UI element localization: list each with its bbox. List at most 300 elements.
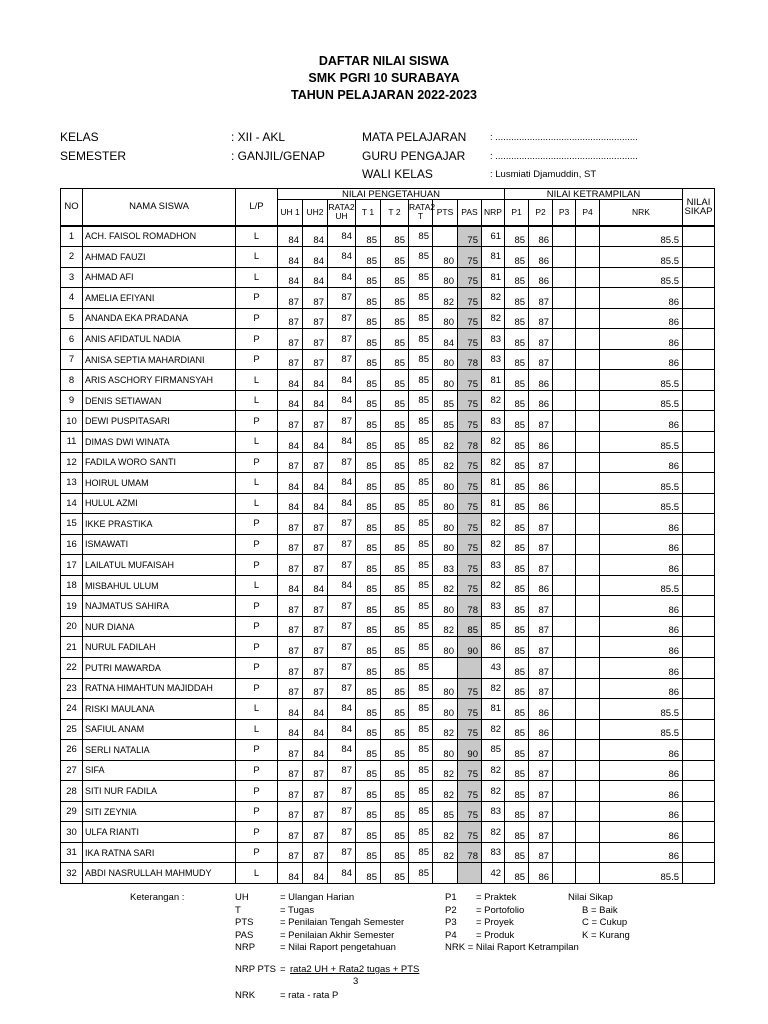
cell-uh2: 84 xyxy=(303,863,328,884)
cell-pas: 75 xyxy=(458,473,482,494)
cell-nama: AMELIA EFIYANI xyxy=(83,288,236,309)
table-row xyxy=(61,699,715,720)
header-p2: P2 xyxy=(529,200,553,226)
cell-p4 xyxy=(576,719,600,740)
cell-nrk: 86 xyxy=(600,329,683,350)
cell-pas: 75 xyxy=(458,370,482,391)
cell-nrk: 86 xyxy=(600,349,683,370)
cell-rata2-uh: 84 xyxy=(328,863,356,884)
cell-t1: 85 xyxy=(356,411,381,432)
cell-p1: 85 xyxy=(505,781,529,802)
cell-no: 13 xyxy=(61,473,83,494)
cell-nama: NUR DIANA xyxy=(83,616,236,637)
cell-t1: 85 xyxy=(356,308,381,329)
cell-t1: 85 xyxy=(356,760,381,781)
cell-pts: 80 xyxy=(433,678,458,699)
cell-rata2-t: 85 xyxy=(409,781,433,802)
cell-t2: 85 xyxy=(381,822,409,843)
cell-lp: P xyxy=(236,740,278,761)
cell-pas: 75 xyxy=(458,247,482,268)
cell-pts: 82 xyxy=(433,842,458,863)
cell-p1: 85 xyxy=(505,575,529,596)
cell-pts: 85 xyxy=(433,390,458,411)
cell-pts xyxy=(433,226,458,247)
cell-sikap xyxy=(683,308,715,329)
cell-no: 30 xyxy=(61,822,83,843)
legend-uh: UH xyxy=(235,892,249,903)
mapel-value: : ...................................................... xyxy=(490,132,638,143)
cell-t2: 85 xyxy=(381,801,409,822)
cell-sikap xyxy=(683,226,715,247)
cell-lp: P xyxy=(236,781,278,802)
cell-rata2-t: 85 xyxy=(409,637,433,658)
legend-p1-desc: = Praktek xyxy=(476,892,517,903)
cell-sikap xyxy=(683,616,715,637)
cell-pas: 75 xyxy=(458,452,482,473)
cell-lp: P xyxy=(236,452,278,473)
cell-nrp: 82 xyxy=(482,760,505,781)
cell-lp: P xyxy=(236,288,278,309)
cell-rata2-t: 85 xyxy=(409,760,433,781)
cell-nrk: 86 xyxy=(600,288,683,309)
cell-nrk: 86 xyxy=(600,514,683,535)
formula-nrk: = rata - rata P xyxy=(280,990,339,1001)
cell-p3 xyxy=(553,699,576,720)
formula-nrp-pts-eq: = xyxy=(280,964,286,975)
cell-uh2: 84 xyxy=(303,267,328,288)
cell-nrp: 82 xyxy=(482,575,505,596)
formula-nrp-pts-divisor: 3 xyxy=(353,976,359,987)
header-pengetahuan: NILAI PENGETAHUAN xyxy=(278,189,505,200)
cell-rata2-uh: 87 xyxy=(328,842,356,863)
cell-uh1: 87 xyxy=(278,555,303,576)
cell-nrp: 82 xyxy=(482,514,505,535)
cell-uh1: 87 xyxy=(278,411,303,432)
cell-sikap xyxy=(683,596,715,617)
cell-uh1: 87 xyxy=(278,637,303,658)
cell-pts xyxy=(433,863,458,884)
cell-p2: 86 xyxy=(529,267,553,288)
table-row xyxy=(61,863,715,884)
cell-pts: 80 xyxy=(433,493,458,514)
cell-nama: SITI ZEYNIA xyxy=(83,801,236,822)
cell-pas: 75 xyxy=(458,678,482,699)
cell-sikap xyxy=(683,719,715,740)
cell-nrk: 85.5 xyxy=(600,493,683,514)
cell-lp: P xyxy=(236,534,278,555)
cell-uh2: 87 xyxy=(303,637,328,658)
cell-t1: 85 xyxy=(356,226,381,247)
cell-p2: 87 xyxy=(529,308,553,329)
cell-no: 21 xyxy=(61,637,83,658)
cell-no: 20 xyxy=(61,616,83,637)
cell-uh1: 84 xyxy=(278,699,303,720)
cell-lp: P xyxy=(236,678,278,699)
legend-p3-desc: = Proyek xyxy=(476,917,514,928)
cell-sikap xyxy=(683,329,715,350)
cell-nrp: 82 xyxy=(482,678,505,699)
cell-uh1: 87 xyxy=(278,452,303,473)
cell-pas: 75 xyxy=(458,308,482,329)
cell-t1: 85 xyxy=(356,678,381,699)
cell-rata2-t: 85 xyxy=(409,534,433,555)
cell-nama: SERLI NATALIA xyxy=(83,740,236,761)
cell-p3 xyxy=(553,596,576,617)
cell-nama: IKA RATNA SARI xyxy=(83,842,236,863)
cell-t2: 85 xyxy=(381,452,409,473)
cell-t2: 85 xyxy=(381,637,409,658)
cell-sikap xyxy=(683,452,715,473)
cell-t1: 85 xyxy=(356,596,381,617)
cell-p3 xyxy=(553,657,576,678)
cell-uh1: 87 xyxy=(278,740,303,761)
cell-nrp: 86 xyxy=(482,637,505,658)
cell-sikap xyxy=(683,842,715,863)
cell-pas: 85 xyxy=(458,616,482,637)
cell-p3 xyxy=(553,390,576,411)
header-no: NO xyxy=(61,189,83,226)
cell-uh1: 84 xyxy=(278,247,303,268)
cell-rata2-t: 85 xyxy=(409,452,433,473)
cell-uh2: 84 xyxy=(303,473,328,494)
cell-nrp: 82 xyxy=(482,822,505,843)
cell-p2: 87 xyxy=(529,740,553,761)
cell-p4 xyxy=(576,657,600,678)
cell-p4 xyxy=(576,699,600,720)
cell-no: 17 xyxy=(61,555,83,576)
cell-t1: 85 xyxy=(356,288,381,309)
legend-p2-desc: = Portofolio xyxy=(476,904,525,916)
cell-p4 xyxy=(576,740,600,761)
cell-p4 xyxy=(576,247,600,268)
legend-nrk-desc: NRK = Nilai Raport Ketrampilan xyxy=(445,942,579,953)
cell-p4 xyxy=(576,555,600,576)
legend-t-desc: = Tugas xyxy=(280,904,315,916)
cell-p2: 86 xyxy=(529,390,553,411)
cell-p2: 87 xyxy=(529,534,553,555)
cell-nrp: 82 xyxy=(482,288,505,309)
cell-nrp: 83 xyxy=(482,411,505,432)
cell-p4 xyxy=(576,308,600,329)
cell-t1: 85 xyxy=(356,267,381,288)
cell-p1: 85 xyxy=(505,678,529,699)
cell-pts: 83 xyxy=(433,555,458,576)
cell-rata2-uh: 87 xyxy=(328,781,356,802)
cell-pas: 90 xyxy=(458,740,482,761)
cell-p4 xyxy=(576,473,600,494)
cell-nama: SAFIUL ANAM xyxy=(83,719,236,740)
cell-uh1: 87 xyxy=(278,822,303,843)
cell-nama: ANANDA EKA PRADANA xyxy=(83,308,236,329)
cell-t1: 85 xyxy=(356,452,381,473)
cell-pts: 85 xyxy=(433,801,458,822)
cell-lp: L xyxy=(236,699,278,720)
cell-lp: P xyxy=(236,822,278,843)
cell-t2: 85 xyxy=(381,616,409,637)
table-row xyxy=(61,329,715,350)
legend-pts-desc: = Penilaian Tengah Semester xyxy=(280,917,405,928)
cell-nama: IKKE PRASTIKA xyxy=(83,514,236,535)
cell-nrp: 85 xyxy=(482,616,505,637)
cell-rata2-uh: 87 xyxy=(328,801,356,822)
table-row xyxy=(61,719,715,740)
cell-t1: 85 xyxy=(356,616,381,637)
cell-nrk: 86 xyxy=(600,842,683,863)
cell-no: 11 xyxy=(61,431,83,452)
cell-no: 23 xyxy=(61,678,83,699)
cell-p3 xyxy=(553,308,576,329)
cell-lp: L xyxy=(236,575,278,596)
cell-p2: 86 xyxy=(529,863,553,884)
cell-sikap xyxy=(683,699,715,720)
cell-p3 xyxy=(553,637,576,658)
cell-rata2-t: 85 xyxy=(409,616,433,637)
cell-pts: 82 xyxy=(433,575,458,596)
cell-rata2-uh: 87 xyxy=(328,329,356,350)
cell-rata2-uh: 87 xyxy=(328,555,356,576)
cell-p4 xyxy=(576,678,600,699)
cell-rata2-t: 85 xyxy=(409,842,433,863)
table-row xyxy=(61,370,715,391)
cell-nama: ULFA RIANTI xyxy=(83,822,236,843)
cell-nrp: 83 xyxy=(482,801,505,822)
table-row xyxy=(61,247,715,268)
cell-nrk: 85.5 xyxy=(600,267,683,288)
cell-p3 xyxy=(553,575,576,596)
cell-p2: 87 xyxy=(529,411,553,432)
cell-uh1: 87 xyxy=(278,308,303,329)
cell-nama: AHMAD AFI xyxy=(83,267,236,288)
legend-nrp-desc: = Nilai Raport pengetahuan xyxy=(280,942,396,953)
formula-nrp-pts-label: NRP PTS xyxy=(235,964,277,975)
cell-rata2-uh: 84 xyxy=(328,247,356,268)
cell-nrp: 82 xyxy=(482,390,505,411)
cell-rata2-uh: 84 xyxy=(328,719,356,740)
cell-rata2-t: 85 xyxy=(409,555,433,576)
cell-rata2-uh: 87 xyxy=(328,288,356,309)
cell-uh1: 87 xyxy=(278,329,303,350)
cell-lp: P xyxy=(236,308,278,329)
cell-sikap xyxy=(683,822,715,843)
cell-pts: 80 xyxy=(433,247,458,268)
cell-rata2-uh: 84 xyxy=(328,226,356,247)
cell-pas: 75 xyxy=(458,514,482,535)
legend-sikap-k: K = Kurang xyxy=(582,929,630,941)
cell-p4 xyxy=(576,596,600,617)
cell-t1: 85 xyxy=(356,329,381,350)
cell-pas: 78 xyxy=(458,431,482,452)
cell-p3 xyxy=(553,329,576,350)
cell-p3 xyxy=(553,801,576,822)
cell-t1: 85 xyxy=(356,493,381,514)
header-rata2-uh xyxy=(328,200,356,226)
cell-rata2-t: 85 xyxy=(409,349,433,370)
cell-t2: 85 xyxy=(381,493,409,514)
formula-nrp-pts-numerator: rata2 UH + Rata2 tugas + PTS xyxy=(290,964,420,975)
cell-rata2-uh: 84 xyxy=(328,740,356,761)
header-lp: L/P xyxy=(236,189,278,226)
cell-sikap xyxy=(683,575,715,596)
cell-t2: 85 xyxy=(381,760,409,781)
cell-no: 8 xyxy=(61,370,83,391)
cell-uh2: 84 xyxy=(303,370,328,391)
cell-p1: 85 xyxy=(505,431,529,452)
cell-rata2-t: 85 xyxy=(409,431,433,452)
cell-pas xyxy=(458,863,482,884)
cell-pas: 75 xyxy=(458,719,482,740)
cell-no: 7 xyxy=(61,349,83,370)
cell-rata2-uh: 84 xyxy=(328,431,356,452)
cell-nama: ABDI NASRULLAH MAHMUDY xyxy=(83,863,236,884)
cell-nama: ANISA SEPTIA MAHARDIANI xyxy=(83,349,236,370)
cell-nrp: 42 xyxy=(482,863,505,884)
mapel-label: MATA PELAJARAN xyxy=(362,130,467,144)
cell-p4 xyxy=(576,411,600,432)
cell-lp: P xyxy=(236,657,278,678)
cell-rata2-uh: 84 xyxy=(328,370,356,391)
cell-t2: 85 xyxy=(381,411,409,432)
table-row xyxy=(61,349,715,370)
cell-uh1: 84 xyxy=(278,267,303,288)
cell-t2: 85 xyxy=(381,514,409,535)
cell-t1: 85 xyxy=(356,575,381,596)
cell-uh2: 84 xyxy=(303,390,328,411)
table-row xyxy=(61,452,715,473)
cell-uh1: 84 xyxy=(278,863,303,884)
cell-p2: 86 xyxy=(529,699,553,720)
cell-no: 26 xyxy=(61,740,83,761)
legend-label: Keterangan : xyxy=(130,892,185,903)
cell-uh1: 87 xyxy=(278,781,303,802)
cell-p1: 85 xyxy=(505,740,529,761)
cell-rata2-uh: 87 xyxy=(328,616,356,637)
cell-no: 12 xyxy=(61,452,83,473)
cell-p2: 87 xyxy=(529,637,553,658)
cell-no: 32 xyxy=(61,863,83,884)
cell-lp: L xyxy=(236,390,278,411)
cell-uh1: 84 xyxy=(278,390,303,411)
cell-pas: 75 xyxy=(458,699,482,720)
cell-no: 4 xyxy=(61,288,83,309)
cell-pas: 78 xyxy=(458,349,482,370)
cell-sikap xyxy=(683,493,715,514)
cell-pas xyxy=(458,657,482,678)
cell-t1: 85 xyxy=(356,781,381,802)
cell-pas: 75 xyxy=(458,329,482,350)
cell-pts: 82 xyxy=(433,822,458,843)
cell-nrp: 83 xyxy=(482,555,505,576)
cell-nrk: 86 xyxy=(600,452,683,473)
cell-pts: 82 xyxy=(433,719,458,740)
cell-uh2: 84 xyxy=(303,226,328,247)
cell-nama: DENIS SETIAWAN xyxy=(83,390,236,411)
cell-t1: 85 xyxy=(356,555,381,576)
cell-t2: 85 xyxy=(381,699,409,720)
cell-p2: 86 xyxy=(529,473,553,494)
cell-p4 xyxy=(576,575,600,596)
cell-t2: 85 xyxy=(381,781,409,802)
cell-t2: 85 xyxy=(381,678,409,699)
table-row xyxy=(61,822,715,843)
cell-rata2-uh: 84 xyxy=(328,473,356,494)
cell-p3 xyxy=(553,370,576,391)
cell-rata2-uh: 87 xyxy=(328,452,356,473)
cell-p2: 86 xyxy=(529,226,553,247)
cell-uh2: 84 xyxy=(303,699,328,720)
cell-lp: P xyxy=(236,555,278,576)
cell-nama: HOIRUL UMAM xyxy=(83,473,236,494)
header-t2: T 2 xyxy=(381,200,409,226)
cell-p3 xyxy=(553,473,576,494)
formula-nrk-label: NRK xyxy=(235,990,256,1001)
cell-rata2-t: 85 xyxy=(409,514,433,535)
cell-rata2-t: 85 xyxy=(409,493,433,514)
table-row xyxy=(61,842,715,863)
cell-p1: 85 xyxy=(505,760,529,781)
cell-nrk: 86 xyxy=(600,781,683,802)
cell-t2: 85 xyxy=(381,740,409,761)
cell-nrk: 86 xyxy=(600,555,683,576)
cell-nama: ACH. FAISOL ROMADHON xyxy=(83,226,236,247)
cell-pas: 75 xyxy=(458,760,482,781)
cell-p4 xyxy=(576,370,600,391)
cell-p1: 85 xyxy=(505,596,529,617)
cell-t2: 85 xyxy=(381,308,409,329)
cell-rata2-uh: 87 xyxy=(328,657,356,678)
cell-lp: L xyxy=(236,863,278,884)
cell-p3 xyxy=(553,678,576,699)
cell-no: 19 xyxy=(61,596,83,617)
cell-uh2: 87 xyxy=(303,452,328,473)
cell-p3 xyxy=(553,226,576,247)
cell-nrp: 82 xyxy=(482,308,505,329)
cell-p2: 87 xyxy=(529,329,553,350)
cell-p4 xyxy=(576,534,600,555)
cell-rata2-t: 85 xyxy=(409,657,433,678)
cell-uh1: 87 xyxy=(278,760,303,781)
cell-rata2-uh: 87 xyxy=(328,822,356,843)
cell-nama: SITI NUR FADILA xyxy=(83,781,236,802)
cell-nama: FADILA WORO SANTI xyxy=(83,452,236,473)
cell-p4 xyxy=(576,637,600,658)
cell-nama: RISKI MAULANA xyxy=(83,699,236,720)
cell-t2: 85 xyxy=(381,657,409,678)
cell-uh2: 84 xyxy=(303,575,328,596)
cell-pas: 90 xyxy=(458,637,482,658)
cell-uh1: 84 xyxy=(278,719,303,740)
table-row xyxy=(61,226,715,247)
cell-no: 9 xyxy=(61,390,83,411)
cell-nama: RATNA HIMAHTUN MAJIDDAH xyxy=(83,678,236,699)
legend-t: T xyxy=(235,904,241,916)
cell-rata2-t: 85 xyxy=(409,719,433,740)
cell-t2: 85 xyxy=(381,247,409,268)
table-row xyxy=(61,555,715,576)
cell-p1: 85 xyxy=(505,308,529,329)
cell-no: 6 xyxy=(61,329,83,350)
cell-no: 3 xyxy=(61,267,83,288)
wali-label: WALI KELAS xyxy=(362,167,433,181)
cell-sikap xyxy=(683,740,715,761)
legend-uh-desc: = Ulangan Harian xyxy=(280,892,355,903)
cell-p1: 85 xyxy=(505,657,529,678)
table-row xyxy=(61,740,715,761)
cell-nrp: 81 xyxy=(482,267,505,288)
cell-lp: L xyxy=(236,719,278,740)
cell-p2: 87 xyxy=(529,678,553,699)
cell-t1: 85 xyxy=(356,842,381,863)
cell-pas: 75 xyxy=(458,575,482,596)
